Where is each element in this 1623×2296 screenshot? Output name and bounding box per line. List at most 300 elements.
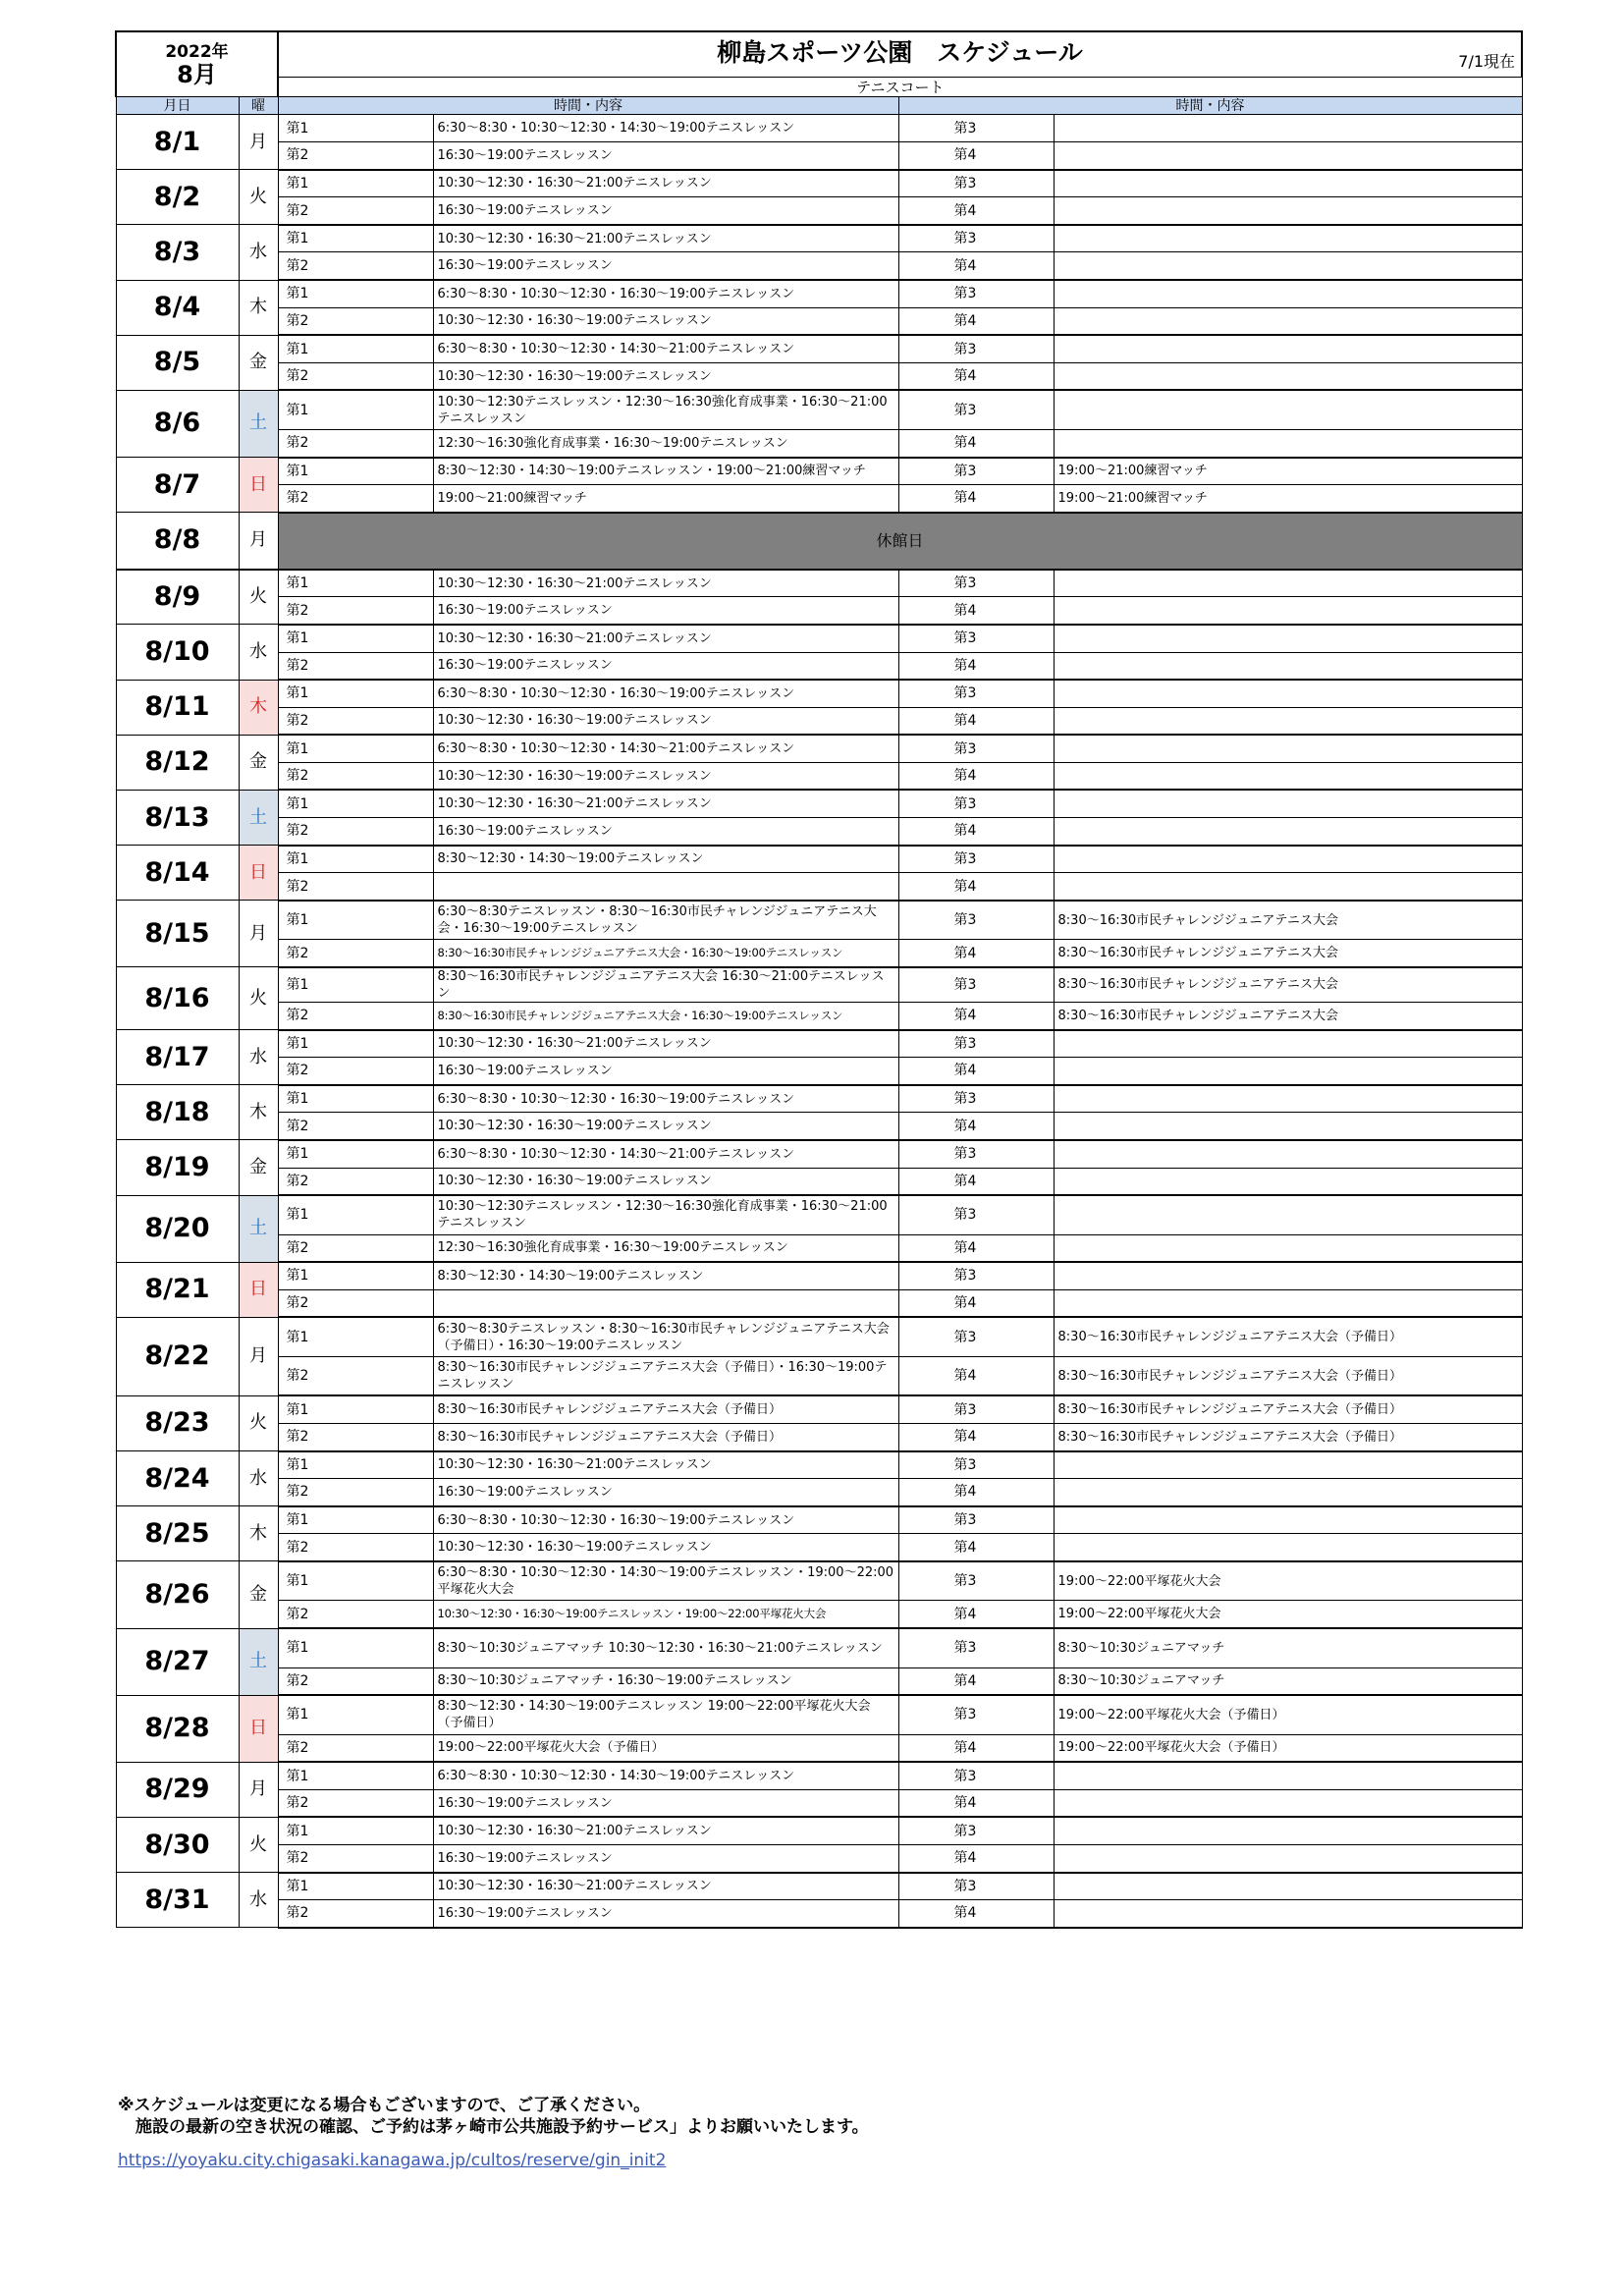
schedule-content-right	[1054, 873, 1522, 901]
schedule-content-left: 8:30～12:30・14:30～19:00テニスレッスン・19:00～21:00練習マッチ	[433, 458, 898, 485]
schedule-body	[116, 115, 1522, 1928]
court-label-right: 第4	[898, 1234, 1054, 1262]
schedule-content-left	[433, 1289, 898, 1317]
court-label-right: 第3	[898, 1561, 1054, 1601]
date-cell: 8/13	[116, 790, 239, 845]
schedule-content-right	[1054, 707, 1522, 735]
year-month-cell	[116, 31, 278, 97]
schedule-row	[116, 901, 1522, 940]
schedule-content-left	[433, 873, 898, 901]
schedule-row	[116, 115, 1522, 142]
court-label-right: 第4	[898, 1845, 1054, 1873]
schedule-content-left: 8:30～12:30・14:30～19:00テニスレッスン 19:00～22:00平塚花火大会（予備日）	[433, 1695, 898, 1734]
schedule-row	[116, 1900, 1522, 1928]
weekday-cell: 日	[239, 1695, 278, 1762]
schedule-content-right	[1054, 790, 1522, 817]
court-label-left: 第1	[278, 1140, 433, 1168]
schedule-row	[116, 846, 1522, 873]
schedule-content-left: 16:30～19:00テニスレッスン	[433, 252, 898, 280]
court-label-left: 第2	[278, 485, 433, 513]
weekday-cell: 火	[239, 967, 278, 1030]
court-label-left: 第2	[278, 1113, 433, 1140]
schedule-content-right: 19:00～21:00練習マッチ	[1054, 458, 1522, 485]
schedule-row	[116, 485, 1522, 513]
schedule-content-left: 10:30～12:30・16:30～19:00テニスレッスン	[433, 362, 898, 390]
schedule-content-left: 16:30～19:00テニスレッスン	[433, 1845, 898, 1873]
schedule-row	[116, 142, 1522, 170]
court-label-left: 第2	[278, 818, 433, 846]
schedule-row	[116, 570, 1522, 597]
year-label: 2022年	[165, 41, 229, 62]
schedule-row	[116, 1734, 1522, 1762]
schedule-content-left: 8:30～16:30市民チャレンジジュニアテニス大会 16:30～21:00テニスレッスン	[433, 967, 898, 1003]
schedule-row	[116, 625, 1522, 652]
court-label-left: 第1	[278, 1695, 433, 1734]
schedule-sheet	[115, 30, 1521, 1929]
schedule-content-left: 16:30～19:00テニスレッスン	[433, 818, 898, 846]
date-cell: 8/19	[116, 1140, 239, 1195]
schedule-row	[116, 1030, 1522, 1058]
court-label-left: 第2	[278, 1479, 433, 1506]
schedule-row	[116, 1168, 1522, 1195]
court-label-right: 第3	[898, 901, 1054, 940]
schedule-row	[116, 1262, 1522, 1289]
court-label-right: 第4	[898, 1289, 1054, 1317]
weekday-cell: 火	[239, 570, 278, 625]
schedule-content-left: 8:30～16:30市民チャレンジジュニアテニス大会（予備日）	[433, 1423, 898, 1450]
schedule-row	[116, 1762, 1522, 1789]
schedule-content-right	[1054, 280, 1522, 307]
schedule-content-right	[1054, 1506, 1522, 1534]
court-label-left: 第1	[278, 625, 433, 652]
date-cell: 8/5	[116, 335, 239, 390]
court-label-right: 第3	[898, 680, 1054, 707]
court-label-right: 第3	[898, 1195, 1054, 1234]
court-label-right: 第3	[898, 280, 1054, 307]
court-label-right: 第3	[898, 1873, 1054, 1900]
schedule-content-right	[1054, 1845, 1522, 1873]
schedule-content-right	[1054, 1289, 1522, 1317]
court-label-right: 第4	[898, 762, 1054, 790]
weekday-cell: 土	[239, 390, 278, 457]
note-line-1: ※スケジュールは変更になる場合もございますので、ご了承ください。	[118, 2096, 651, 2115]
court-label-right: 第3	[898, 570, 1054, 597]
court-label-right: 第4	[898, 1534, 1054, 1561]
weekday-cell: 水	[239, 225, 278, 280]
court-label-left: 第1	[278, 846, 433, 873]
date-cell: 8/3	[116, 225, 239, 280]
schedule-row	[116, 1058, 1522, 1085]
date-cell: 8/8	[116, 513, 239, 570]
schedule-row	[116, 818, 1522, 846]
schedule-row	[116, 1601, 1522, 1628]
weekday-cell: 木	[239, 280, 278, 335]
court-label-left: 第2	[278, 307, 433, 335]
court-label-left: 第1	[278, 1085, 433, 1113]
court-label-right: 第4	[898, 707, 1054, 735]
court-label-left: 第2	[278, 873, 433, 901]
schedule-content-right: 19:00～22:00平塚花火大会	[1054, 1561, 1522, 1601]
court-label-left: 第2	[278, 429, 433, 457]
court-label-left: 第1	[278, 790, 433, 817]
weekday-cell: 月	[239, 513, 278, 570]
schedule-content-left: 8:30～12:30・14:30～19:00テニスレッスン	[433, 846, 898, 873]
schedule-content-right	[1054, 307, 1522, 335]
reservation-link[interactable]: https://yoyaku.city.chigasaki.kanagawa.jp/cultos/reserve/gin_init2	[118, 2151, 667, 2170]
schedule-content-right	[1054, 429, 1522, 457]
schedule-row	[116, 940, 1522, 967]
court-label-right: 第3	[898, 225, 1054, 252]
date-cell: 8/6	[116, 390, 239, 457]
court-label-left: 第1	[278, 570, 433, 597]
court-label-right: 第3	[898, 790, 1054, 817]
court-label-left: 第1	[278, 335, 433, 362]
col-header-time-right: 時間・内容	[898, 97, 1522, 115]
schedule-row	[116, 680, 1522, 707]
schedule-row	[116, 735, 1522, 762]
schedule-row	[116, 1873, 1522, 1900]
schedule-content-right	[1054, 1534, 1522, 1561]
weekday-cell: 木	[239, 1506, 278, 1561]
court-label-left: 第1	[278, 390, 433, 429]
schedule-row	[116, 225, 1522, 252]
schedule-content-right	[1054, 1140, 1522, 1168]
court-label-right: 第3	[898, 458, 1054, 485]
schedule-content-left: 6:30～8:30テニスレッスン・8:30～16:30市民チャレンジジュニアテニス大会・16:30～19:00テニスレッスン	[433, 901, 898, 940]
schedule-content-left: 6:30～8:30・10:30～12:30・16:30～19:00テニスレッスン	[433, 1506, 898, 1534]
schedule-content-left: 6:30～8:30・10:30～12:30・16:30～19:00テニスレッスン	[433, 280, 898, 307]
schedule-content-left: 10:30～12:30・16:30～19:00テニスレッスン	[433, 707, 898, 735]
schedule-content-left: 12:30～16:30強化育成事業・16:30～19:00テニスレッスン	[433, 1234, 898, 1262]
col-header-time-left: 時間・内容	[278, 97, 898, 115]
weekday-cell: 土	[239, 790, 278, 845]
schedule-content-right: 8:30～16:30市民チャレンジジュニアテニス大会	[1054, 940, 1522, 967]
court-label-right: 第4	[898, 940, 1054, 967]
schedule-row	[116, 652, 1522, 680]
court-label-right: 第4	[898, 1734, 1054, 1762]
weekday-cell: 水	[239, 625, 278, 680]
court-label-left: 第2	[278, 1845, 433, 1873]
schedule-row	[116, 280, 1522, 307]
schedule-content-right	[1054, 1195, 1522, 1234]
schedule-row	[116, 1479, 1522, 1506]
schedule-content-right	[1054, 1113, 1522, 1140]
schedule-row	[116, 790, 1522, 817]
schedule-content-right: 8:30～16:30市民チャレンジジュニアテニス大会（予備日）	[1054, 1395, 1522, 1423]
court-label-right: 第4	[898, 1002, 1054, 1029]
date-cell: 8/24	[116, 1451, 239, 1506]
schedule-content-right	[1054, 1789, 1522, 1817]
schedule-row	[116, 1845, 1522, 1873]
court-label-right: 第4	[898, 1423, 1054, 1450]
court-label-right: 第3	[898, 967, 1054, 1003]
schedule-content-left: 12:30～16:30強化育成事業・16:30～19:00テニスレッスン	[433, 429, 898, 457]
date-cell: 8/4	[116, 280, 239, 335]
court-label-left: 第1	[278, 735, 433, 762]
schedule-content-left: 6:30～8:30・10:30～12:30・14:30～21:00テニスレッスン	[433, 335, 898, 362]
court-label-left: 第2	[278, 362, 433, 390]
schedule-content-left: 8:30～16:30市民チャレンジジュニアテニス大会・16:30～19:00テニスレッスン	[433, 1002, 898, 1029]
weekday-cell: 金	[239, 1140, 278, 1195]
court-label-right: 第3	[898, 1085, 1054, 1113]
schedule-content-left: 10:30～12:30・16:30～21:00テニスレッスン	[433, 1030, 898, 1058]
schedule-row	[116, 1423, 1522, 1450]
schedule-content-left: 8:30～10:30ジュニアマッチ 10:30～12:30・16:30～21:00テニスレッスン	[433, 1628, 898, 1667]
schedule-content-left: 10:30～12:30・16:30～19:00テニスレッスン	[433, 1113, 898, 1140]
schedule-row	[116, 1234, 1522, 1262]
date-cell: 8/11	[116, 680, 239, 735]
court-label-left: 第1	[278, 170, 433, 197]
schedule-content-right	[1054, 142, 1522, 170]
schedule-row	[116, 597, 1522, 625]
schedule-content-left: 16:30～19:00テニスレッスン	[433, 1900, 898, 1928]
court-label-left: 第1	[278, 1395, 433, 1423]
court-label-left: 第2	[278, 252, 433, 280]
weekday-cell: 金	[239, 735, 278, 790]
court-label-left: 第1	[278, 1873, 433, 1900]
schedule-content-right	[1054, 1479, 1522, 1506]
date-cell: 8/15	[116, 901, 239, 967]
date-cell: 8/27	[116, 1628, 239, 1695]
court-label-left: 第2	[278, 1058, 433, 1085]
schedule-content-right	[1054, 197, 1522, 225]
schedule-content-right: 8:30～10:30ジュニアマッチ	[1054, 1667, 1522, 1695]
schedule-content-right	[1054, 1762, 1522, 1789]
weekday-cell: 日	[239, 846, 278, 901]
schedule-row	[116, 335, 1522, 362]
schedule-row	[116, 197, 1522, 225]
court-label-right: 第4	[898, 485, 1054, 513]
col-header-dow: 曜	[239, 97, 278, 115]
court-label-left: 第1	[278, 458, 433, 485]
court-label-left: 第2	[278, 762, 433, 790]
schedule-content-left: 6:30～8:30・10:30～12:30・14:30～21:00テニスレッスン	[433, 735, 898, 762]
schedule-row	[116, 429, 1522, 457]
court-label-left: 第1	[278, 225, 433, 252]
schedule-content-right: 8:30～16:30市民チャレンジジュニアテニス大会	[1054, 901, 1522, 940]
court-label-left: 第1	[278, 901, 433, 940]
schedule-row	[116, 1695, 1522, 1734]
court-label-left: 第1	[278, 115, 433, 142]
as-of-date: 7/1現在	[1458, 52, 1516, 71]
court-label-right: 第3	[898, 625, 1054, 652]
court-label-right: 第3	[898, 735, 1054, 762]
schedule-content-left: 10:30～12:30・16:30～21:00テニスレッスン	[433, 1817, 898, 1844]
weekday-cell: 火	[239, 1817, 278, 1872]
weekday-cell: 土	[239, 1628, 278, 1695]
schedule-content-right	[1054, 1058, 1522, 1085]
date-cell: 8/25	[116, 1506, 239, 1561]
court-label-left: 第1	[278, 1561, 433, 1601]
schedule-content-left: 6:30～8:30・10:30～12:30・14:30～19:00テニスレッスン・19:00～22:00平塚花火大会	[433, 1561, 898, 1601]
schedule-content-right	[1054, 762, 1522, 790]
schedule-content-right	[1054, 597, 1522, 625]
court-label-right: 第3	[898, 170, 1054, 197]
court-label-right: 第4	[898, 1667, 1054, 1695]
schedule-content-left: 6:30～8:30・10:30～12:30・14:30～19:00テニスレッスン	[433, 115, 898, 142]
weekday-cell: 金	[239, 1561, 278, 1628]
date-cell: 8/23	[116, 1395, 239, 1450]
schedule-content-right: 8:30～16:30市民チャレンジジュニアテニス大会	[1054, 1002, 1522, 1029]
weekday-cell: 日	[239, 458, 278, 513]
schedule-content-left: 6:30～8:30テニスレッスン・8:30～16:30市民チャレンジジュニアテニス大会（予備日）・16:30～19:00テニスレッスン	[433, 1317, 898, 1356]
schedule-content-left: 10:30～12:30・16:30～21:00テニスレッスン	[433, 1451, 898, 1479]
schedule-row	[116, 1317, 1522, 1356]
court-label-left: 第2	[278, 1667, 433, 1695]
schedule-content-right: 19:00～22:00平塚花火大会	[1054, 1601, 1522, 1628]
day-row	[116, 513, 1522, 570]
date-cell: 8/28	[116, 1695, 239, 1762]
court-label-right: 第3	[898, 115, 1054, 142]
court-label-left: 第1	[278, 1317, 433, 1356]
weekday-cell: 月	[239, 1317, 278, 1395]
court-label-left: 第2	[278, 142, 433, 170]
schedule-content-left: 19:00～22:00平塚花火大会（予備日）	[433, 1734, 898, 1762]
date-cell: 8/31	[116, 1873, 239, 1928]
court-label-left: 第1	[278, 1628, 433, 1667]
weekday-cell: 火	[239, 170, 278, 225]
schedule-content-left: 19:00～21:00練習マッチ	[433, 485, 898, 513]
schedule-content-right	[1054, 680, 1522, 707]
schedule-row	[116, 1289, 1522, 1317]
schedule-row	[116, 873, 1522, 901]
schedule-content-right	[1054, 225, 1522, 252]
schedule-row	[116, 1113, 1522, 1140]
court-label-right: 第4	[898, 1479, 1054, 1506]
court-label-right: 第4	[898, 1113, 1054, 1140]
schedule-row	[116, 967, 1522, 1003]
schedule-content-right	[1054, 570, 1522, 597]
court-label-right: 第4	[898, 652, 1054, 680]
schedule-content-left: 16:30～19:00テニスレッスン	[433, 652, 898, 680]
date-cell: 8/14	[116, 846, 239, 901]
schedule-content-left: 10:30～12:30・16:30～19:00テニスレッスン	[433, 1534, 898, 1561]
court-label-left: 第1	[278, 1817, 433, 1844]
schedule-row	[116, 458, 1522, 485]
schedule-row	[116, 762, 1522, 790]
court-label-left: 第1	[278, 1195, 433, 1234]
date-cell: 8/29	[116, 1762, 239, 1817]
schedule-row	[116, 307, 1522, 335]
weekday-cell: 木	[239, 1085, 278, 1140]
court-label-left: 第2	[278, 197, 433, 225]
schedule-content-left: 8:30～16:30市民チャレンジジュニアテニス大会（予備日）	[433, 1395, 898, 1423]
court-label-right: 第4	[898, 307, 1054, 335]
weekday-cell: 金	[239, 335, 278, 390]
date-cell: 8/16	[116, 967, 239, 1030]
schedule-content-left: 8:30～16:30市民チャレンジジュニアテニス大会・16:30～19:00テニスレッスン	[433, 940, 898, 967]
court-label-right: 第3	[898, 1030, 1054, 1058]
court-label-right: 第3	[898, 1817, 1054, 1844]
court-label-left: 第2	[278, 1534, 433, 1561]
schedule-content-left: 10:30～12:30テニスレッスン・12:30～16:30強化育成事業・16:30～21:00テニスレッスン	[433, 390, 898, 429]
weekday-cell: 水	[239, 1873, 278, 1928]
schedule-content-left: 10:30～12:30・16:30～21:00テニスレッスン	[433, 170, 898, 197]
schedule-content-left: 10:30～12:30・16:30～21:00テニスレッスン	[433, 1873, 898, 1900]
date-cell: 8/21	[116, 1262, 239, 1317]
schedule-content-right	[1054, 1234, 1522, 1262]
schedule-content-left: 10:30～12:30・16:30～19:00テニスレッスン・19:00～22:00平塚花火大会	[433, 1601, 898, 1628]
schedule-content-right	[1054, 652, 1522, 680]
weekday-cell: 月	[239, 115, 278, 170]
court-label-left: 第2	[278, 1423, 433, 1450]
court-label-right: 第4	[898, 1168, 1054, 1195]
date-cell: 8/20	[116, 1195, 239, 1262]
court-label-right: 第4	[898, 1789, 1054, 1817]
schedule-content-right	[1054, 362, 1522, 390]
court-label-left: 第2	[278, 1356, 433, 1395]
schedule-content-right	[1054, 818, 1522, 846]
date-cell: 8/22	[116, 1317, 239, 1395]
date-cell: 8/12	[116, 735, 239, 790]
schedule-row	[116, 1085, 1522, 1113]
court-label-right: 第3	[898, 1262, 1054, 1289]
schedule-row	[116, 707, 1522, 735]
court-label-left: 第1	[278, 1030, 433, 1058]
schedule-content-left: 8:30～10:30ジュニアマッチ・16:30～19:00テニスレッスン	[433, 1667, 898, 1695]
facility-name: テニスコート	[278, 78, 1522, 97]
schedule-row	[116, 1451, 1522, 1479]
schedule-content-left: 8:30～16:30市民チャレンジジュニアテニス大会（予備日）・16:30～19:00テニスレッスン	[433, 1356, 898, 1395]
schedule-content-right	[1054, 1030, 1522, 1058]
schedule-content-left: 10:30～12:30・16:30～21:00テニスレッスン	[433, 570, 898, 597]
court-label-left: 第2	[278, 1734, 433, 1762]
schedule-row	[116, 1395, 1522, 1423]
schedule-content-left: 16:30～19:00テニスレッスン	[433, 1479, 898, 1506]
court-label-right: 第3	[898, 1395, 1054, 1423]
schedule-row	[116, 1789, 1522, 1817]
court-label-left: 第2	[278, 1900, 433, 1928]
schedule-content-left: 10:30～12:30・16:30～21:00テニスレッスン	[433, 790, 898, 817]
court-label-left: 第2	[278, 1289, 433, 1317]
schedule-content-left: 10:30～12:30・16:30～19:00テニスレッスン	[433, 1168, 898, 1195]
schedule-row	[116, 1506, 1522, 1534]
month-label: 8月	[177, 60, 217, 88]
court-label-right: 第4	[898, 1058, 1054, 1085]
schedule-content-left: 16:30～19:00テニスレッスン	[433, 197, 898, 225]
date-cell: 8/9	[116, 570, 239, 625]
schedule-content-left: 6:30～8:30・10:30～12:30・16:30～19:00テニスレッスン	[433, 1085, 898, 1113]
schedule-content-right: 8:30～16:30市民チャレンジジュニアテニス大会	[1054, 967, 1522, 1003]
schedule-content-left: 16:30～19:00テニスレッスン	[433, 142, 898, 170]
court-label-right: 第4	[898, 429, 1054, 457]
schedule-content-left: 10:30～12:30テニスレッスン・12:30～16:30強化育成事業・16:30～21:00テニスレッスン	[433, 1195, 898, 1234]
court-label-left: 第1	[278, 680, 433, 707]
court-label-right: 第4	[898, 252, 1054, 280]
date-cell: 8/26	[116, 1561, 239, 1628]
schedule-content-right: 19:00～22:00平塚花火大会（予備日）	[1054, 1734, 1522, 1762]
court-label-right: 第3	[898, 1762, 1054, 1789]
col-header-date: 月日	[116, 97, 239, 115]
court-label-right: 第4	[898, 142, 1054, 170]
page-title: 柳島スポーツ公園 スケジュール	[717, 37, 1083, 67]
schedule-content-right	[1054, 1085, 1522, 1113]
court-label-left: 第1	[278, 967, 433, 1003]
court-label-right: 第3	[898, 1695, 1054, 1734]
schedule-row	[116, 390, 1522, 429]
schedule-content-left: 16:30～19:00テニスレッスン	[433, 597, 898, 625]
court-label-right: 第3	[898, 390, 1054, 429]
schedule-row	[116, 1628, 1522, 1667]
court-label-left: 第1	[278, 280, 433, 307]
date-cell: 8/2	[116, 170, 239, 225]
schedule-content-right	[1054, 170, 1522, 197]
schedule-row	[116, 1817, 1522, 1844]
schedule-table	[115, 30, 1523, 1929]
weekday-cell: 水	[239, 1451, 278, 1506]
schedule-content-right	[1054, 1262, 1522, 1289]
court-label-right: 第4	[898, 597, 1054, 625]
